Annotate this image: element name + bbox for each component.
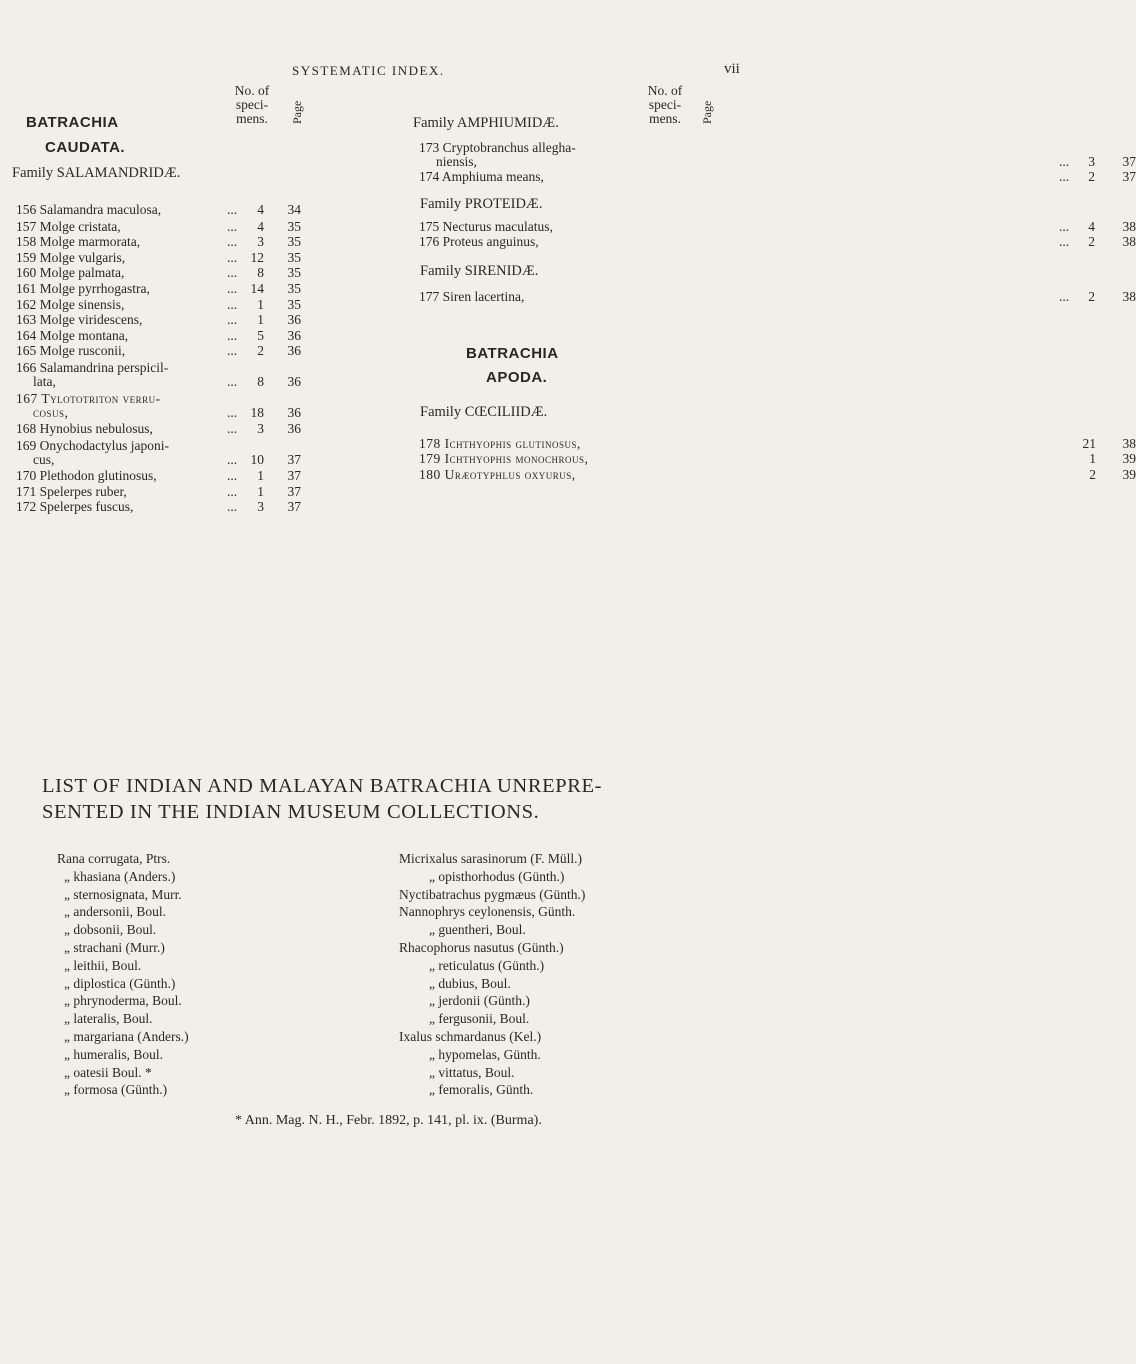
list-item: „ andersonii, Boul. bbox=[64, 904, 166, 920]
entry-name: 161 Molge pyrrhogastra, bbox=[16, 281, 150, 296]
entry-specimens: 1 bbox=[257, 468, 264, 483]
leader-dots: ... bbox=[1059, 169, 1070, 184]
entry-name-line1: 173 Cryptobranchus allegha- bbox=[419, 140, 576, 155]
leader-dots: ... bbox=[227, 452, 238, 467]
entry-specimens: 8 bbox=[257, 265, 264, 280]
family-proteidae: Family PROTEIDÆ. bbox=[420, 196, 543, 212]
list-title-line2: SENTED IN THE INDIAN MUSEUM COLLECTIONS. bbox=[42, 801, 540, 823]
entry-page: 35 bbox=[287, 281, 301, 296]
entry-page: 37 bbox=[287, 468, 301, 483]
entry-specimens: 3 bbox=[257, 499, 264, 514]
index-entry bbox=[16, 500, 316, 514]
list-right-column bbox=[399, 850, 585, 1099]
left-section-title: BATRACHIA bbox=[26, 114, 119, 131]
leader-dots: ... bbox=[227, 328, 238, 343]
right-specimens-header: No. of speci- mens. bbox=[647, 83, 683, 126]
entry-specimens: 8 bbox=[257, 374, 264, 389]
entry-name: niensis, bbox=[436, 154, 477, 169]
list-item: Ixalus schmardanus (Kel.) bbox=[399, 1028, 542, 1044]
list-title-line1: LIST OF INDIAN AND MALAYAN BATRACHIA UNREPRE- bbox=[42, 775, 603, 797]
entry-name: 156 Salamandra maculosa, bbox=[16, 202, 162, 217]
entry-name: 178 Ichthyophis glutinosus, bbox=[419, 436, 581, 451]
list-item: Nyctibatrachus pygmæus (Günth.) bbox=[399, 886, 586, 902]
entry-specimens: 4 bbox=[257, 219, 264, 234]
entry-page: 37 bbox=[1122, 154, 1136, 169]
list-item: „ dubius, Boul. bbox=[429, 975, 511, 991]
entry-name: 157 Molge cristata, bbox=[16, 219, 121, 234]
entry-specimens: 2 bbox=[257, 343, 264, 358]
leader-dots: ... bbox=[227, 234, 238, 249]
left-page-header: Page bbox=[290, 100, 304, 124]
entry-page: 36 bbox=[287, 405, 301, 420]
entry-page: 36 bbox=[287, 328, 301, 343]
entry-specimens: 2 bbox=[1088, 289, 1095, 304]
entry-specimens: 14 bbox=[250, 281, 264, 296]
family-amphiumidae: Family AMPHIUMIDÆ. bbox=[413, 115, 559, 131]
leader-dots: ... bbox=[227, 312, 238, 327]
list-item: „ formosa (Günth.) bbox=[64, 1082, 168, 1098]
index-entry bbox=[16, 344, 316, 358]
entry-name: 168 Hynobius nebulosus, bbox=[16, 421, 153, 436]
left-section-subtitle: CAUDATA. bbox=[45, 139, 126, 156]
index-entry bbox=[419, 234, 1136, 249]
entry-name-line1: 169 Onychodactylus japoni- bbox=[16, 438, 169, 453]
entry-name: 174 Amphiuma means, bbox=[419, 169, 544, 184]
list-item: „ phrynoderma, Boul. bbox=[64, 993, 182, 1009]
index-entry bbox=[16, 329, 316, 343]
leader-dots: ... bbox=[227, 281, 238, 296]
entry-name: 158 Molge marmorata, bbox=[16, 234, 141, 249]
entry-name-line1: 167 Tylototriton verru- bbox=[16, 391, 161, 406]
list-item: „ opisthorhodus (Günth.) bbox=[429, 868, 565, 884]
running-title: SYSTEMATIC INDEX. bbox=[292, 63, 445, 78]
entry-page: 35 bbox=[287, 297, 301, 312]
entry-name: 179 Ichthyophis monochrous, bbox=[419, 451, 589, 466]
entry-page: 38 bbox=[1122, 289, 1136, 304]
right-section-title: BATRACHIA bbox=[466, 345, 559, 362]
entry-name: cus, bbox=[33, 452, 55, 467]
leader-dots: ... bbox=[227, 484, 238, 499]
entry-page: 36 bbox=[287, 343, 301, 358]
entry-specimens: 12 bbox=[250, 250, 264, 265]
leader-dots: ... bbox=[227, 202, 238, 217]
leader-dots: ... bbox=[1059, 289, 1070, 304]
footnote: * Ann. Mag. N. H., Febr. 1892, p. 141, pl. ix. (Burma). bbox=[235, 1113, 542, 1128]
family-caeciliidae: Family CŒCILIIDÆ. bbox=[420, 404, 548, 420]
index-entry bbox=[16, 469, 316, 483]
entry-specimens: 2 bbox=[1088, 234, 1095, 249]
index-entry bbox=[16, 313, 316, 327]
leader-dots: ... bbox=[227, 297, 238, 312]
entry-page: 37 bbox=[287, 452, 301, 467]
list-item: Nannophrys ceylonensis, Günth. bbox=[399, 904, 576, 920]
entry-specimens: 3 bbox=[257, 234, 264, 249]
entry-page: 36 bbox=[287, 374, 301, 389]
entry-specimens: 4 bbox=[1088, 219, 1095, 234]
entry-specimens: 4 bbox=[257, 202, 264, 217]
entry-specimens: 1 bbox=[1089, 451, 1096, 466]
entry-page: 34 bbox=[287, 202, 301, 217]
list-item: Rhacophorus nasutus (Günth.) bbox=[399, 939, 564, 955]
list-item: Rana corrugata, Ptrs. bbox=[57, 851, 171, 866]
entry-specimens: 3 bbox=[257, 421, 264, 436]
list-item: Micrixalus sarasinorum (F. Müll.) bbox=[399, 851, 583, 866]
right-page-header: Page bbox=[700, 100, 714, 124]
entry-name: 170 Plethodon glutinosus, bbox=[16, 468, 157, 483]
index-entry bbox=[419, 451, 1136, 466]
entry-page: 38 bbox=[1122, 234, 1136, 249]
index-entry bbox=[16, 298, 316, 312]
leader-dots: ... bbox=[1059, 219, 1070, 234]
entry-page: 35 bbox=[287, 219, 301, 234]
leader-dots: ... bbox=[227, 219, 238, 234]
index-entry bbox=[419, 219, 1136, 234]
index-entry bbox=[419, 154, 1136, 169]
entry-name: 177 Siren lacertina, bbox=[419, 289, 525, 304]
entry-page: 38 bbox=[1122, 219, 1136, 234]
index-entry bbox=[16, 203, 316, 217]
leader-dots: ... bbox=[1059, 234, 1070, 249]
list-left-column bbox=[57, 850, 189, 1099]
list-item: „ guentheri, Boul. bbox=[429, 922, 526, 938]
list-item: „ diplostica (Günth.) bbox=[64, 975, 176, 991]
entry-specimens: 5 bbox=[257, 328, 264, 343]
index-entry bbox=[16, 282, 316, 296]
list-item: „ khasiana (Anders.) bbox=[64, 868, 176, 884]
leader-dots: ... bbox=[227, 405, 238, 420]
entry-name: cosus, bbox=[33, 405, 69, 420]
entry-name: 163 Molge viridescens, bbox=[16, 312, 143, 327]
entry-page: 35 bbox=[287, 250, 301, 265]
entry-name: 175 Necturus maculatus, bbox=[419, 219, 553, 234]
entry-page: 36 bbox=[287, 312, 301, 327]
entry-name: 160 Molge palmata, bbox=[16, 265, 125, 280]
leader-dots: ... bbox=[1059, 154, 1070, 169]
index-entry bbox=[419, 436, 1136, 451]
index-entry bbox=[16, 406, 316, 420]
family-salamandridae: Family SALAMANDRIDÆ. bbox=[12, 165, 181, 181]
entry-name-line1: 166 Salamandrina perspicil- bbox=[16, 360, 169, 375]
right-section-subtitle: APODA. bbox=[486, 369, 548, 386]
list-item: „ margariana (Anders.) bbox=[64, 1028, 189, 1044]
entry-page: 37 bbox=[287, 484, 301, 499]
list-item: „ jerdonii (Günth.) bbox=[429, 993, 530, 1009]
entry-specimens: 18 bbox=[250, 405, 264, 420]
entry-page: 39 bbox=[1122, 451, 1136, 466]
list-item: „ strachani (Murr.) bbox=[64, 939, 165, 955]
index-entry bbox=[419, 169, 1136, 184]
entry-specimens: 2 bbox=[1088, 169, 1095, 184]
index-entry bbox=[16, 266, 316, 280]
list-item: „ femoralis, Günth. bbox=[429, 1082, 534, 1098]
list-item: „ sternosignata, Murr. bbox=[64, 886, 182, 902]
entry-page: 35 bbox=[287, 234, 301, 249]
family-sirenidae: Family SIRENIDÆ. bbox=[420, 263, 539, 279]
entry-specimens: 21 bbox=[1082, 436, 1096, 451]
list-item: „ hypomelas, Günth. bbox=[429, 1046, 541, 1062]
entry-name: 164 Molge montana, bbox=[16, 328, 129, 343]
leader-dots: ... bbox=[227, 343, 238, 358]
entry-page: 37 bbox=[287, 499, 301, 514]
entry-name: 176 Proteus anguinus, bbox=[419, 234, 539, 249]
index-entry bbox=[16, 375, 316, 389]
entry-specimens: 1 bbox=[257, 297, 264, 312]
index-entry bbox=[16, 453, 316, 467]
list-item: „ lateralis, Boul. bbox=[64, 1011, 153, 1027]
list-item: „ reticulatus (Günth.) bbox=[429, 957, 545, 973]
list-item: „ leithii, Boul. bbox=[64, 957, 142, 973]
index-entry bbox=[16, 422, 316, 436]
list-item: „ oatesii Boul. * bbox=[64, 1064, 152, 1080]
index-entry bbox=[16, 251, 316, 265]
leader-dots: ... bbox=[227, 374, 238, 389]
page-number: vii bbox=[724, 61, 740, 77]
entry-name: 159 Molge vulgaris, bbox=[16, 250, 126, 265]
leader-dots: ... bbox=[227, 499, 238, 514]
index-entry bbox=[16, 485, 316, 499]
entry-page: 38 bbox=[1122, 436, 1136, 451]
entry-page: 37 bbox=[1122, 169, 1136, 184]
leader-dots: ... bbox=[227, 265, 238, 280]
leader-dots: ... bbox=[227, 468, 238, 483]
entry-specimens: 3 bbox=[1088, 154, 1095, 169]
list-item: „ humeralis, Boul. bbox=[64, 1046, 163, 1062]
index-entry bbox=[419, 289, 1136, 304]
leader-dots: ... bbox=[227, 421, 238, 436]
list-item: „ fergusonii, Boul. bbox=[429, 1011, 530, 1027]
entry-name: 172 Spelerpes fuscus, bbox=[16, 499, 134, 514]
entry-name: 162 Molge sinensis, bbox=[16, 297, 125, 312]
index-entry bbox=[16, 235, 316, 249]
entry-specimens: 1 bbox=[257, 312, 264, 327]
index-entry bbox=[16, 220, 316, 234]
list-item: „ vittatus, Boul. bbox=[429, 1064, 515, 1080]
entry-specimens: 1 bbox=[257, 484, 264, 499]
entry-name: 180 Uræotyphlus oxyurus, bbox=[419, 467, 576, 482]
index-entry bbox=[419, 467, 1136, 482]
entry-specimens: 10 bbox=[250, 452, 264, 467]
entry-name: 171 Spelerpes ruber, bbox=[16, 484, 127, 499]
entry-name: 165 Molge rusconii, bbox=[16, 343, 126, 358]
entry-name: lata, bbox=[33, 374, 56, 389]
entry-page: 36 bbox=[287, 421, 301, 436]
list-item: „ dobsonii, Boul. bbox=[64, 922, 157, 938]
entry-page: 35 bbox=[287, 265, 301, 280]
leader-dots: ... bbox=[227, 250, 238, 265]
entry-page: 39 bbox=[1122, 467, 1136, 482]
entry-specimens: 2 bbox=[1089, 467, 1096, 482]
left-specimens-header: No. of speci- mens. bbox=[234, 83, 270, 126]
